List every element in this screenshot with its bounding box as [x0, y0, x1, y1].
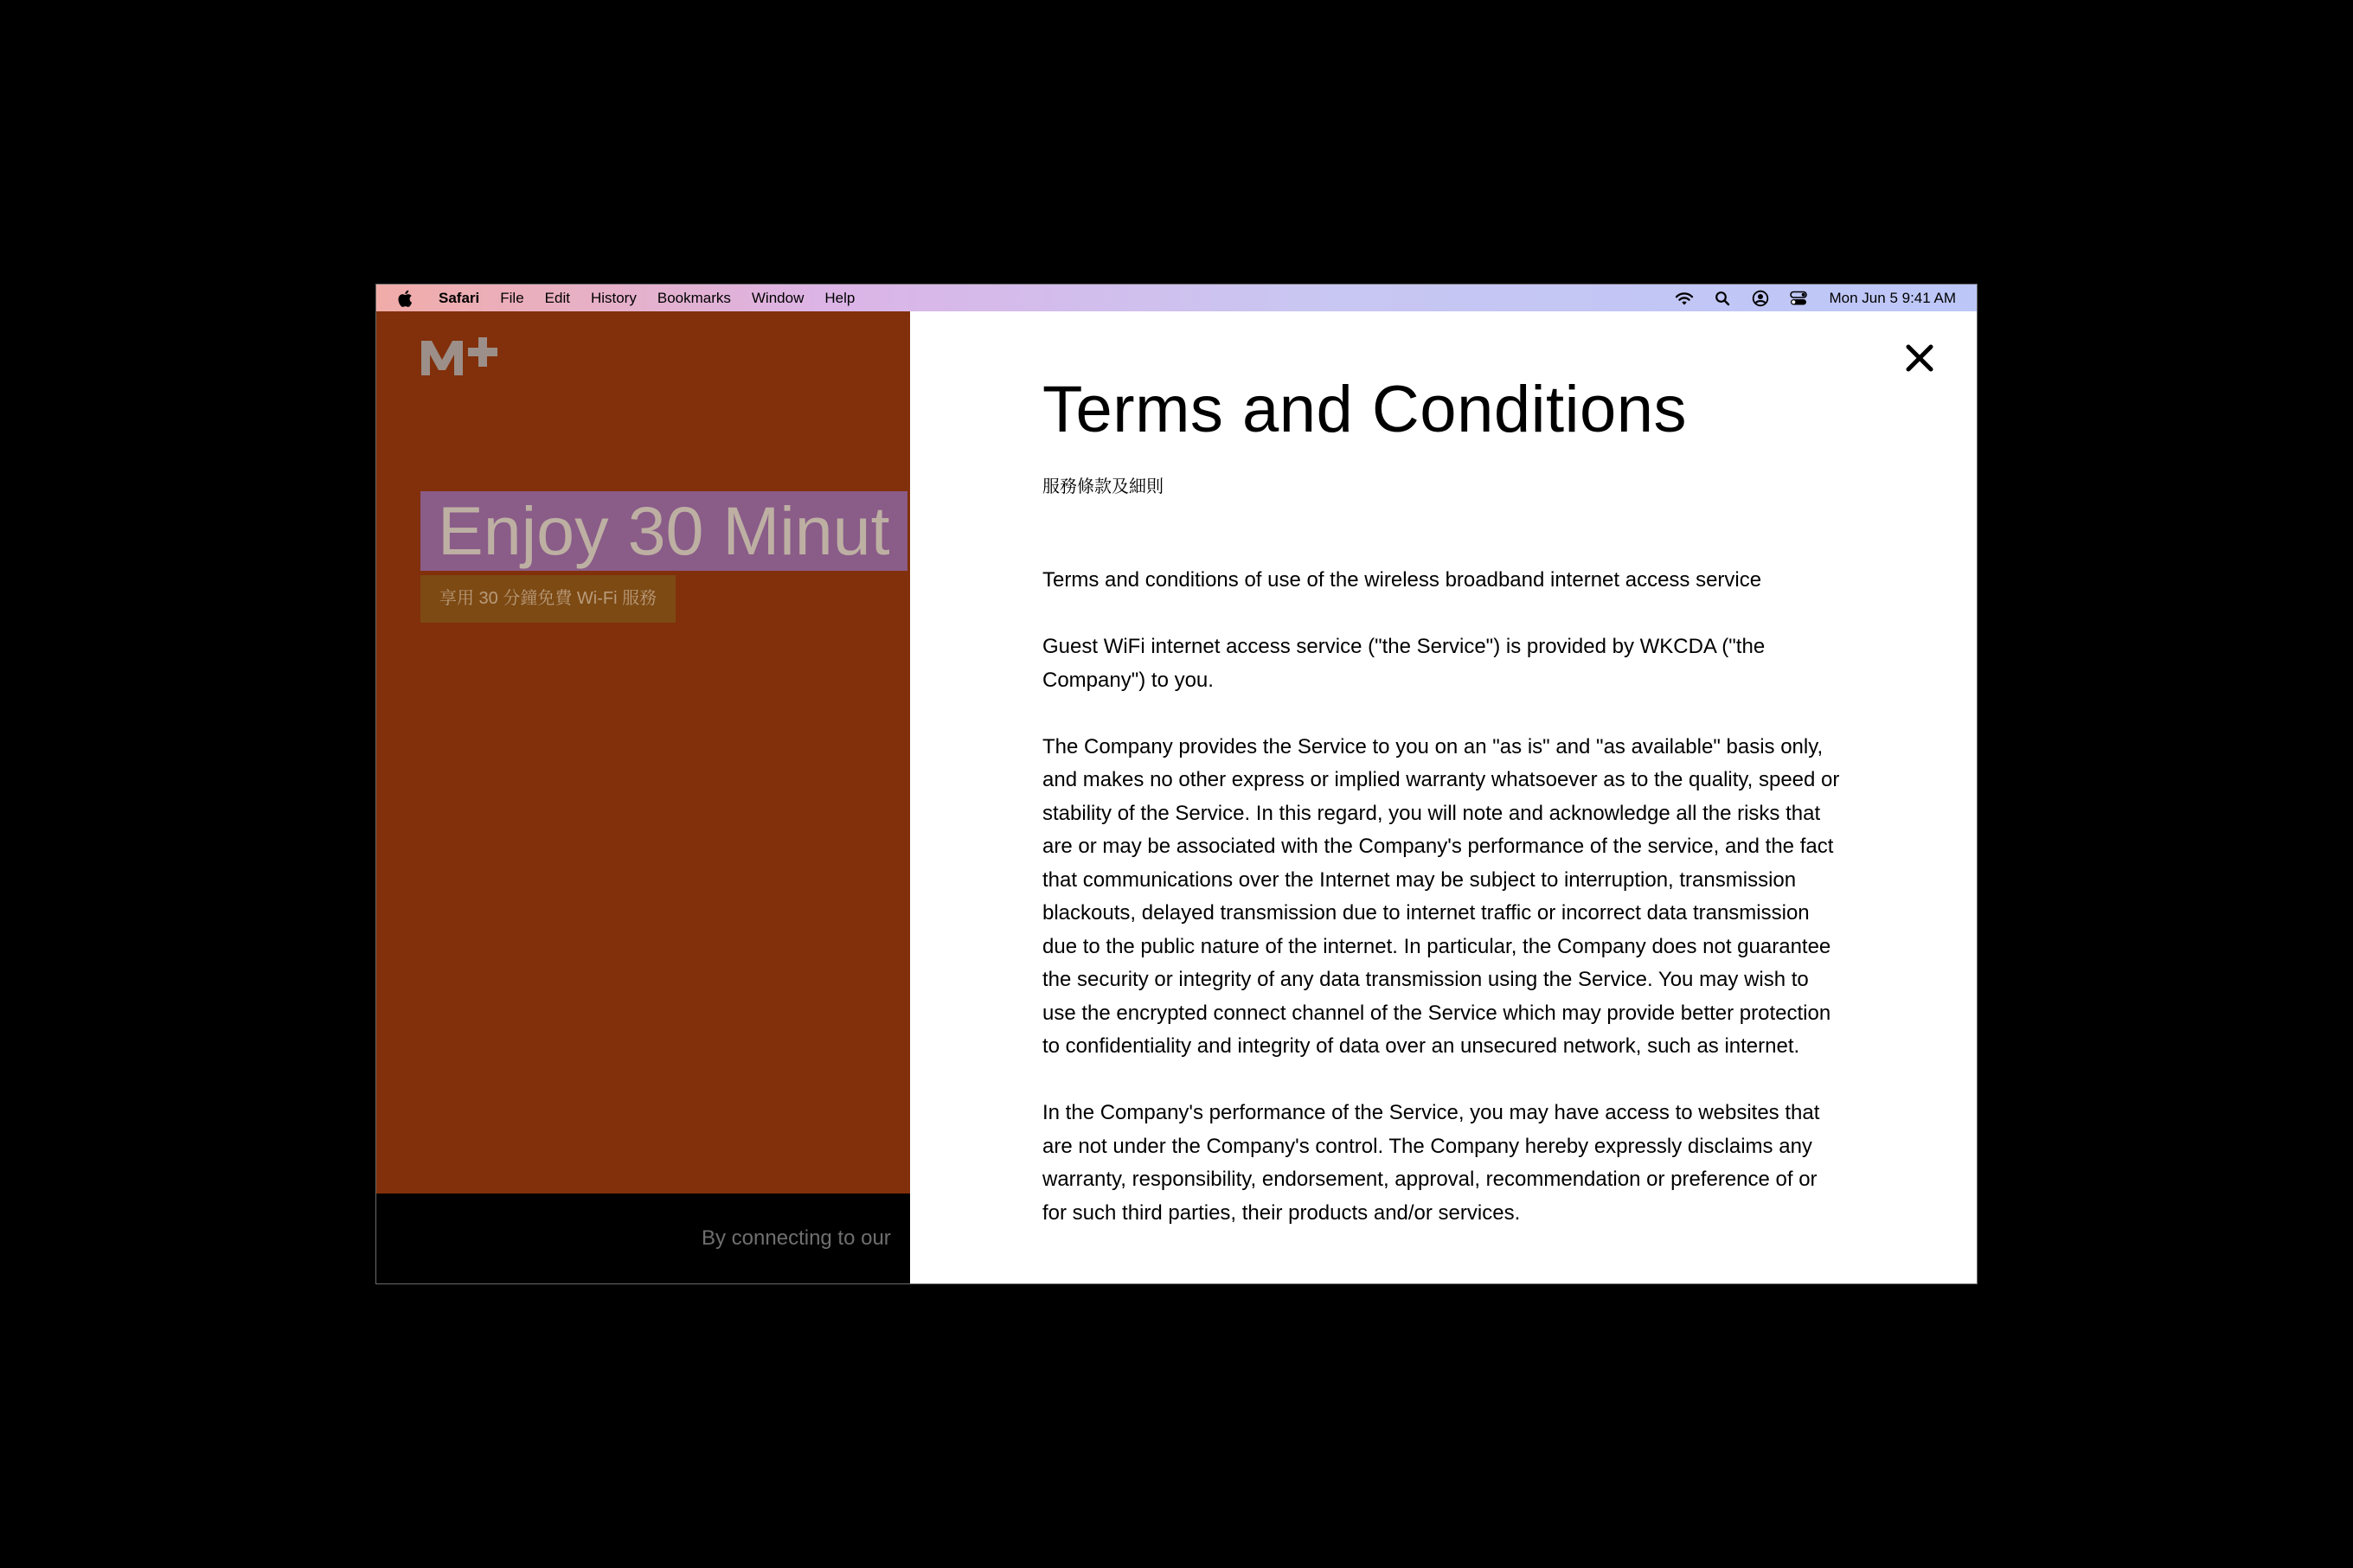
terms-body: [1042, 564, 1847, 1264]
control-center-icon[interactable]: [1788, 289, 1809, 308]
modal-subtitle: 服務條款及細則: [1042, 477, 1164, 496]
wifi-icon[interactable]: [1674, 289, 1695, 308]
modal-title: Terms and Conditions: [1042, 373, 1688, 446]
terms-paragraph: In the Company's performance of the Service, you may have access to websites that are not under the Company's control. The Company hereby expressly disclaims any warranty, responsibility, endorsement, approval, recommendation or preference of or for such third parties, their products and/or services.: [1042, 1101, 1820, 1225]
terms-paragraph: Guest WiFi internet access service ("the Service") is provided by WKCDA ("the Company") to you.: [1042, 635, 1766, 692]
menu-edit[interactable]: Edit: [544, 289, 570, 306]
menu-help[interactable]: Help: [824, 289, 856, 306]
menu-safari[interactable]: Safari: [439, 289, 480, 306]
menu-bookmarks[interactable]: Bookmarks: [657, 289, 731, 306]
page-footer: [376, 1194, 910, 1283]
close-icon[interactable]: [1901, 339, 1939, 377]
hero-title: Enjoy 30 Minut: [420, 491, 907, 571]
spotlight-search-icon[interactable]: [1712, 289, 1733, 308]
m-plus-logo: [420, 336, 501, 377]
apple-logo-icon[interactable]: [397, 289, 416, 308]
terms-paragraph: The Company provides the Service to you on an "as is" and "as available" basis only, and makes no other express or implied warranty whatsoever as to the quality, speed or stability of the Service. In this regard, you will note and acknowledge all the risks that are or may be associated with the Company's performance of the service, and the fact that communications over the Internet may be subject to interruption, transmission blackouts, delayed transmission due to internet traffic or incorrect data transmission due to the public nature of the internet. In particular, the Company does not guarantee the security or integrity of any data transmission using the Service. You may wish to use the encrypted connect channel of the Service which may provide better protection to confidentiality and integrity of data over an unsecured network, such as internet.: [1042, 734, 1840, 1058]
menu-file[interactable]: File: [500, 289, 524, 306]
background-landing-page: [376, 311, 910, 1283]
hero-subtitle: 享用 30 分鐘免費 Wi-Fi 服務: [420, 575, 676, 623]
close-button[interactable]: [1901, 339, 1939, 377]
terms-paragraph: Terms and conditions of use of the wireless broadband internet access service: [1042, 568, 1762, 592]
user-account-icon[interactable]: [1750, 289, 1771, 308]
browser-window: [376, 285, 1977, 1283]
menu-history[interactable]: History: [590, 289, 637, 306]
terms-modal: [910, 311, 1977, 1283]
macos-menu-bar: [376, 285, 1977, 311]
menu-bar-status-area: [1665, 289, 1956, 308]
menu-window[interactable]: Window: [751, 289, 805, 306]
footer-text: By connecting to our: [702, 1226, 891, 1250]
menu-bar-clock[interactable]: Mon Jun 5 9:41 AM: [1829, 289, 1956, 306]
